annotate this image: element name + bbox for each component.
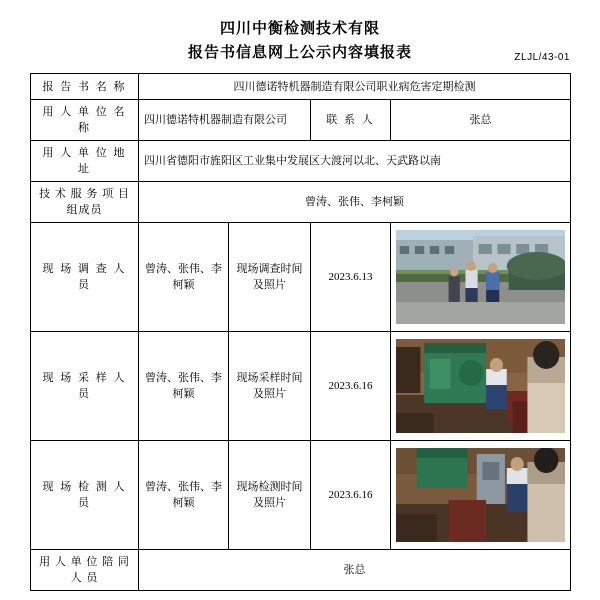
label-accompany-staff: 用 人 单 位 陪 同 人 员: [31, 550, 139, 591]
company-title: 四川中衡检测技术有限: [219, 21, 380, 37]
label-employer-name: 用 人 单 位 名 称: [31, 100, 139, 141]
photo-site-testing: [396, 448, 565, 542]
table-row-report-name: [31, 74, 571, 100]
photo-site-survey: [396, 230, 565, 324]
label-site-sampling-staff: 现 场 采 样 人 员: [31, 332, 139, 441]
value-contact-person: 张总: [391, 100, 571, 141]
value-site-sampling-persons: 曾涛、张伟、李柯颖: [139, 332, 229, 441]
table-row-employer-name: [31, 100, 571, 141]
caption-site-sampling: 现场采样时间及照片: [229, 332, 311, 441]
photo-site-sampling: [396, 339, 565, 433]
label-team-members: 技 术 服 务 项 目 组成员: [31, 182, 139, 223]
table-row-site-testing: [31, 441, 571, 550]
value-site-testing-persons: 曾涛、张伟、李柯颖: [139, 441, 229, 550]
date-site-testing: 2023.6.16: [311, 441, 391, 550]
value-report-name: 四川德诺特机器制造有限公司职业病危害定期检测: [139, 74, 571, 100]
caption-site-testing: 现场检测时间及照片: [229, 441, 311, 550]
label-site-survey-staff: 现 场 调 查 人 员: [31, 223, 139, 332]
table-row-team-members: [31, 182, 571, 223]
label-employer-address: 用 人 单 位 地 址: [31, 141, 139, 182]
form-title: 报告书信息网上公示内容填报表: [187, 45, 412, 61]
table-row-accompany-staff: [31, 550, 571, 591]
value-team-members: 曾涛、张伟、李柯颖: [139, 182, 571, 223]
caption-site-survey: 现场调查时间及照片: [229, 223, 311, 332]
label-contact-person: 联 系 人: [311, 100, 391, 141]
document-code: ZLJL/43-01: [514, 52, 570, 63]
value-site-survey-persons: 曾涛、张伟、李柯颖: [139, 223, 229, 332]
photo-cell-site-sampling: [391, 332, 571, 441]
label-report-name: 报 告 书 名 称: [31, 74, 139, 100]
title-block: [30, 18, 570, 64]
report-info-table: [30, 73, 571, 591]
photo-cell-site-testing: [391, 441, 571, 550]
value-employer-name: 四川德诺特机器制造有限公司: [139, 100, 311, 141]
value-employer-address: 四川省德阳市旌阳区工业集中发展区大渡河以北、天武路以南: [139, 141, 571, 182]
date-site-sampling: 2023.6.16: [311, 332, 391, 441]
label-site-testing-staff: 现 场 检 测 人 员: [31, 441, 139, 550]
table-row-site-sampling: [31, 332, 571, 441]
date-site-survey: 2023.6.13: [311, 223, 391, 332]
value-accompany-staff: 张总: [139, 550, 571, 591]
table-row-site-survey: [31, 223, 571, 332]
photo-cell-site-survey: [391, 223, 571, 332]
table-row-employer-address: [31, 141, 571, 182]
